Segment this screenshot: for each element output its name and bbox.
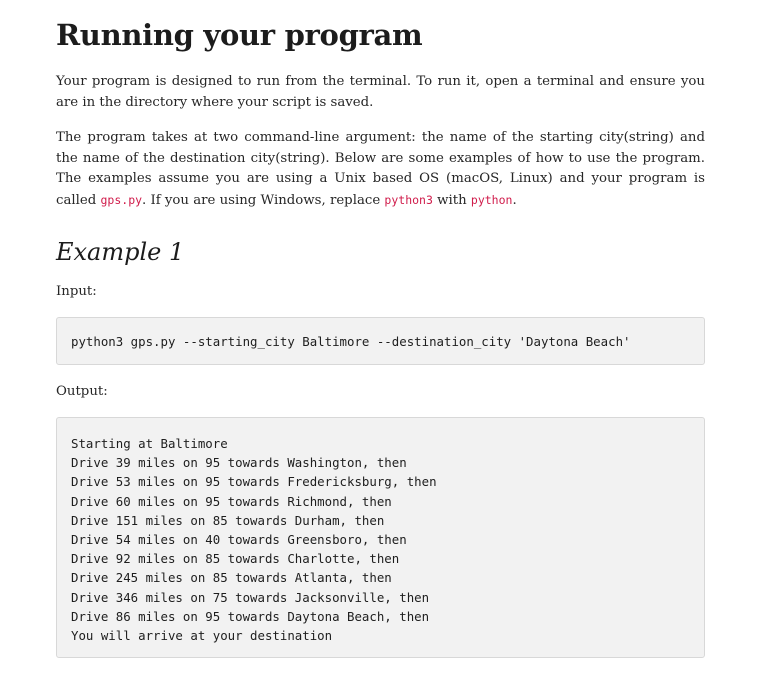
output-line: Starting at Baltimore — [71, 436, 228, 451]
input-code-block[interactable]: python3 gps.py --starting_city Baltimore --destination_city 'Daytona Beach' — [56, 317, 705, 365]
output-line: Drive 39 miles on 95 towards Washington, then — [71, 455, 407, 471]
usage-text-end: . — [512, 192, 517, 208]
output-line: Drive 245 miles on 85 towards Atlanta, then — [71, 570, 392, 586]
inline-code-python3: python3 — [384, 192, 433, 207]
usage-text-with: with — [432, 192, 471, 208]
inline-code-filename: gps.py — [100, 192, 143, 207]
usage-text-middle: . If you are using Windows, replace — [142, 192, 385, 208]
example-heading: Example 1 — [56, 238, 185, 266]
intro-paragraph[interactable]: Your program is designed to run from the terminal. To run it, open a terminal and ensure you are in the directory where your script is saved. — [56, 74, 705, 110]
output-line: You will arrive at your destination — [71, 628, 333, 644]
output-label: Output: — [56, 384, 108, 399]
inline-code-python: python — [470, 192, 513, 207]
page-title: Running your program — [56, 18, 423, 52]
output-code-block[interactable] — [56, 417, 705, 658]
output-line: Drive 346 miles on 75 towards Jacksonville, then — [71, 589, 430, 605]
usage-text-before: The program takes at two command-line argument: the name of the starting city(string) and the name of the destination city(string). Below are some examples of how to use the program. The examples assume you are using a Unix based OS (macOS, Linux) and your program is called — [56, 130, 705, 208]
output-line: Drive 60 miles on 95 towards Richmond, then — [71, 493, 392, 509]
output-line: Drive 53 miles on 95 towards Fredericksburg, then — [71, 474, 437, 490]
output-line: Drive 151 miles on 85 towards Durham, then — [71, 512, 385, 528]
input-label: Input: — [56, 284, 97, 299]
usage-paragraph[interactable] — [56, 128, 705, 211]
output-line: Drive 86 miles on 95 towards Daytona Beach, then — [71, 608, 430, 624]
output-line: Drive 92 miles on 85 towards Charlotte, then — [71, 551, 400, 567]
output-line: Drive 54 miles on 40 towards Greensboro, then — [71, 532, 407, 548]
